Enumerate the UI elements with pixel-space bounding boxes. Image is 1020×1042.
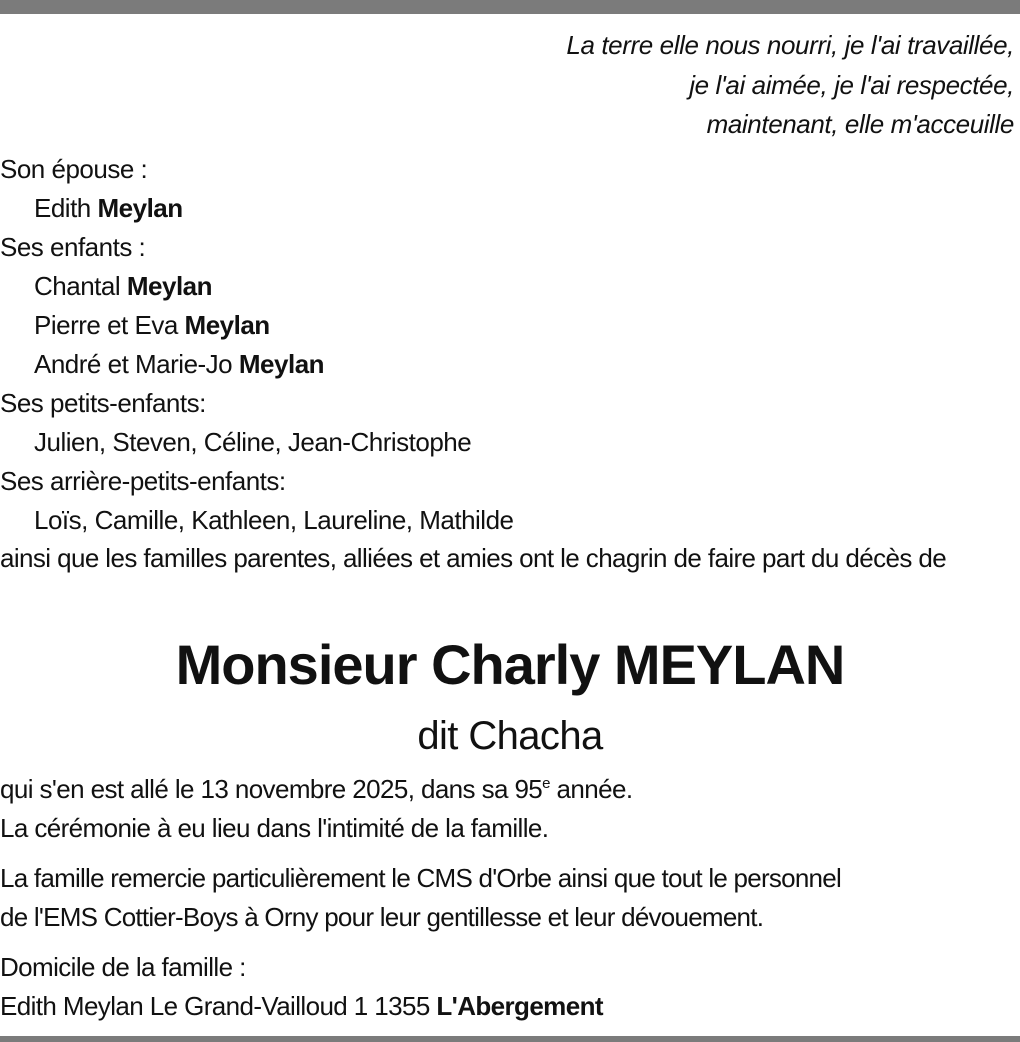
- domicile-town: L'Abergement: [436, 991, 603, 1021]
- first-name: Edith: [34, 193, 91, 223]
- first-name: André et Marie-Jo: [34, 349, 233, 379]
- thanks-paragraph: [0, 859, 1020, 937]
- deceased-name: Monsieur Charly MEYLAN: [175, 633, 845, 696]
- last-name: Meylan: [97, 193, 183, 223]
- ceremony-note: La cérémonie à eu lieu dans l'intimité de la famille.: [0, 813, 549, 843]
- child-name: [0, 267, 1020, 306]
- last-name: Meylan: [184, 310, 270, 340]
- spouse-label: Son épouse :: [0, 154, 148, 184]
- domicile-address: Edith Meylan Le Grand-Vailloud 1 1355 L'Abergement: [0, 991, 603, 1021]
- family-list: [0, 150, 1020, 540]
- top-rule: [0, 0, 1020, 14]
- spouse-name: [0, 189, 1020, 228]
- last-name: Meylan: [238, 349, 325, 379]
- poem-line: La terre elle nous nourri, je l'ai travaillée,: [566, 30, 1014, 60]
- great-grandchildren-names: Loïs, Camille, Kathleen, Laureline, Mathilde: [34, 505, 514, 535]
- passing-date: qui s'en est allé le 13 novembre 2025, dans sa 95e année.: [0, 774, 633, 804]
- first-name: Chantal: [34, 271, 121, 301]
- poem-line: maintenant, elle m'acceuille: [706, 109, 1014, 139]
- bottom-rule: [0, 1036, 1020, 1042]
- first-name: Pierre et Eva: [34, 310, 178, 340]
- passing-details: [0, 770, 1020, 848]
- child-name: [0, 345, 1020, 384]
- announcement-intro: ainsi que les familles parentes, alliées et amies ont le chagrin de faire part du décès de: [0, 543, 947, 573]
- thanks-line: La famille remercie particulièrement le CMS d'Orbe ainsi que tout le personnel: [0, 863, 842, 893]
- poem-line: je l'ai aimée, je l'ai respectée,: [689, 69, 1014, 100]
- ordinal-suffix: e: [542, 775, 550, 792]
- children-label: Ses enfants :: [0, 232, 146, 262]
- grandchildren-names: Julien, Steven, Céline, Jean-Christophe: [34, 427, 472, 457]
- epigraph-poem: [114, 26, 1014, 145]
- great-grandchildren-label: Ses arrière-petits-enfants:: [0, 466, 286, 496]
- family-domicile: [0, 948, 1020, 1026]
- thanks-line: de l'EMS Cottier-Boys à Orny pour leur gentillesse et leur dévouement.: [0, 902, 764, 932]
- child-name: [0, 306, 1020, 345]
- grandchildren-label: Ses petits-enfants:: [0, 388, 206, 418]
- deceased-nickname: dit Chacha: [417, 714, 603, 758]
- last-name: Meylan: [126, 271, 213, 301]
- domicile-label: Domicile de la famille :: [0, 952, 246, 982]
